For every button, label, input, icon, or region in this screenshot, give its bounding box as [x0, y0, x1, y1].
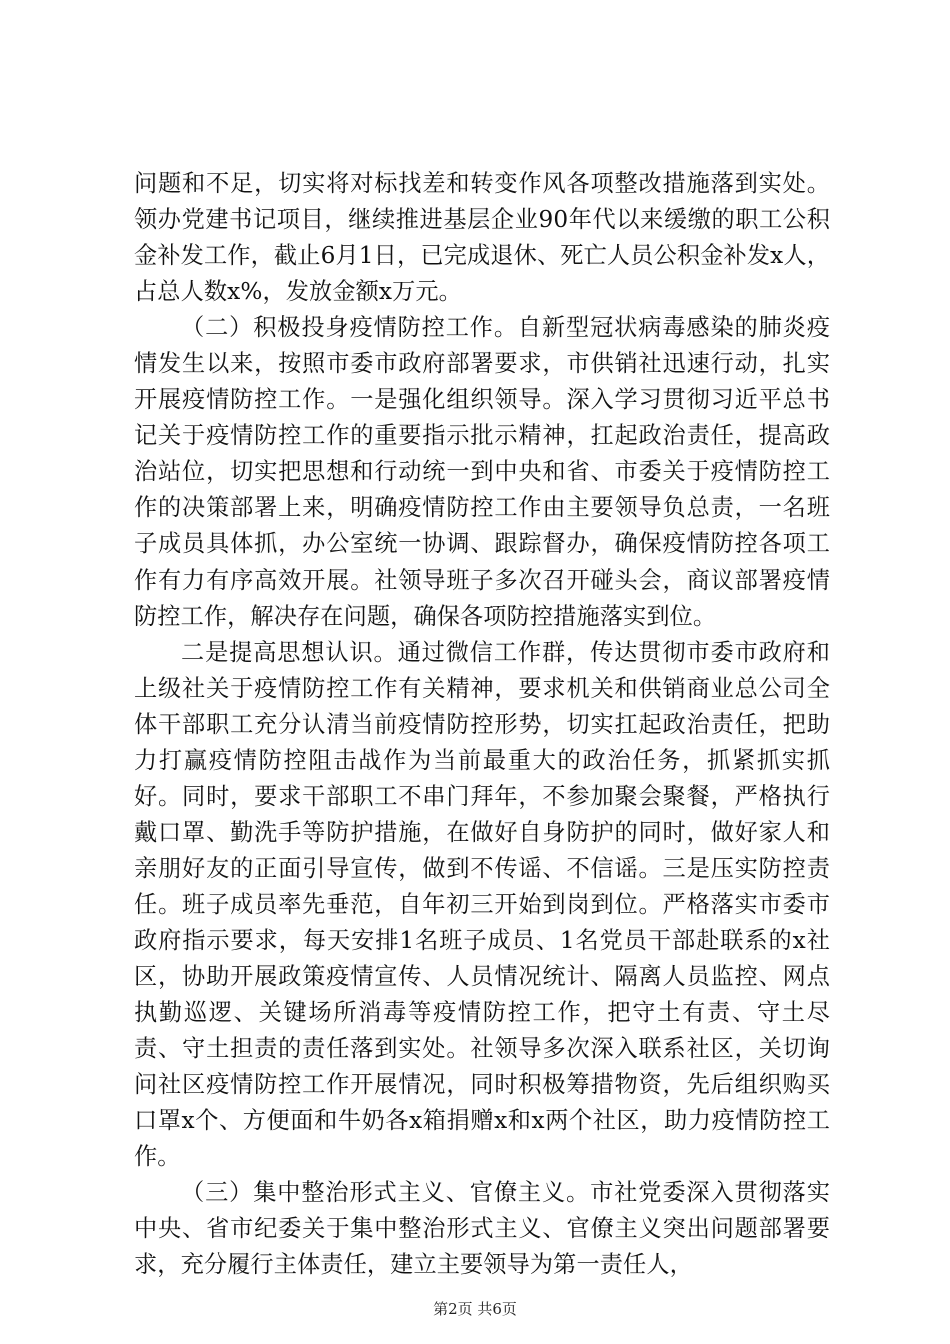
paragraph-continuation: 问题和不足，切实将对标找差和转变作风各项整改措施落到实处。领办党建书记项目，继续推进基层企业90年代以来缓缴的职工公积金补发工作，截止6月1日，已完成退休、死亡人员公积金补发x人，占总人数x%，发放金额x万元。 [134, 170, 830, 306]
paragraph-epidemic-prevention: （二）积极投身疫情防控工作。自新型冠状病毒感染的肺炎疫情发生以来，按照市委市政府部署要求，市供销社迅速行动，扎实开展疫情防控工作。一是强化组织领导。深入学习贯彻习近平总书记关于疫情防控工作的重要指示批示精神，扛起政治责任，提高政治站位，切实把思想和行动统一到中央和省、市委关于疫情防控工作的决策部署上来，明确疫情防控工作由主要领导负总责，一名班子成员具体抓，办公室统一协调、跟踪督办，确保疫情防控各项工作有力有序高效开展。社领导班子多次召开碰头会，商议部署疫情防控工作，解决存在问题，确保各项防控措施落实到位。 [134, 314, 830, 630]
paragraph-rectify-formalism: （三）集中整治形式主义、官僚主义。市社党委深入贯彻落实中央、省市纪委关于集中整治形式主义、官僚主义突出问题部署要求，充分履行主体责任，建立主要领导为第一责任人， [134, 1179, 830, 1279]
paragraph-raise-awareness: 二是提高思想认识。通过微信工作群，传达贯彻市委市政府和上级社关于疫情防控工作有关精神，要求机关和供销商业总公司全体干部职工充分认清当前疫情防控形势，切实扛起政治责任，把助力打赢疫情防控阻击战作为当前最重大的政治任务，抓紧抓实抓好。同时，要求干部职工不串门拜年，不参加聚会聚餐，严格执行戴口罩、勤洗手等防护措施，在做好自身防护的同时，做好家人和亲朋好友的正面引导宣传，做到不传谣、不信谣。三是压实防控责任。班子成员率先垂范，自年初三开始到岗到位。严格落实市委市政府指示要求，每天安排1名班子成员、1名党员干部赴联系的x社区，协助开展政策疫情宣传、人员情况统计、隔离人员监控、网点执勤巡逻、关键场所消毒等疫情防控工作，把守土有责、守土尽责、守土担责的责任落到实处。社领导多次深入联系社区，关切询问社区疫情防控工作开展情况，同时积极筹措物资，先后组织购买口罩x个、方便面和牛奶各x箱捐赠x和x两个社区，助力疫情防控工作。 [134, 638, 830, 1171]
page-number-footer: 第2页 共6页 [433, 1300, 517, 1318]
document-body [134, 166, 830, 1283]
